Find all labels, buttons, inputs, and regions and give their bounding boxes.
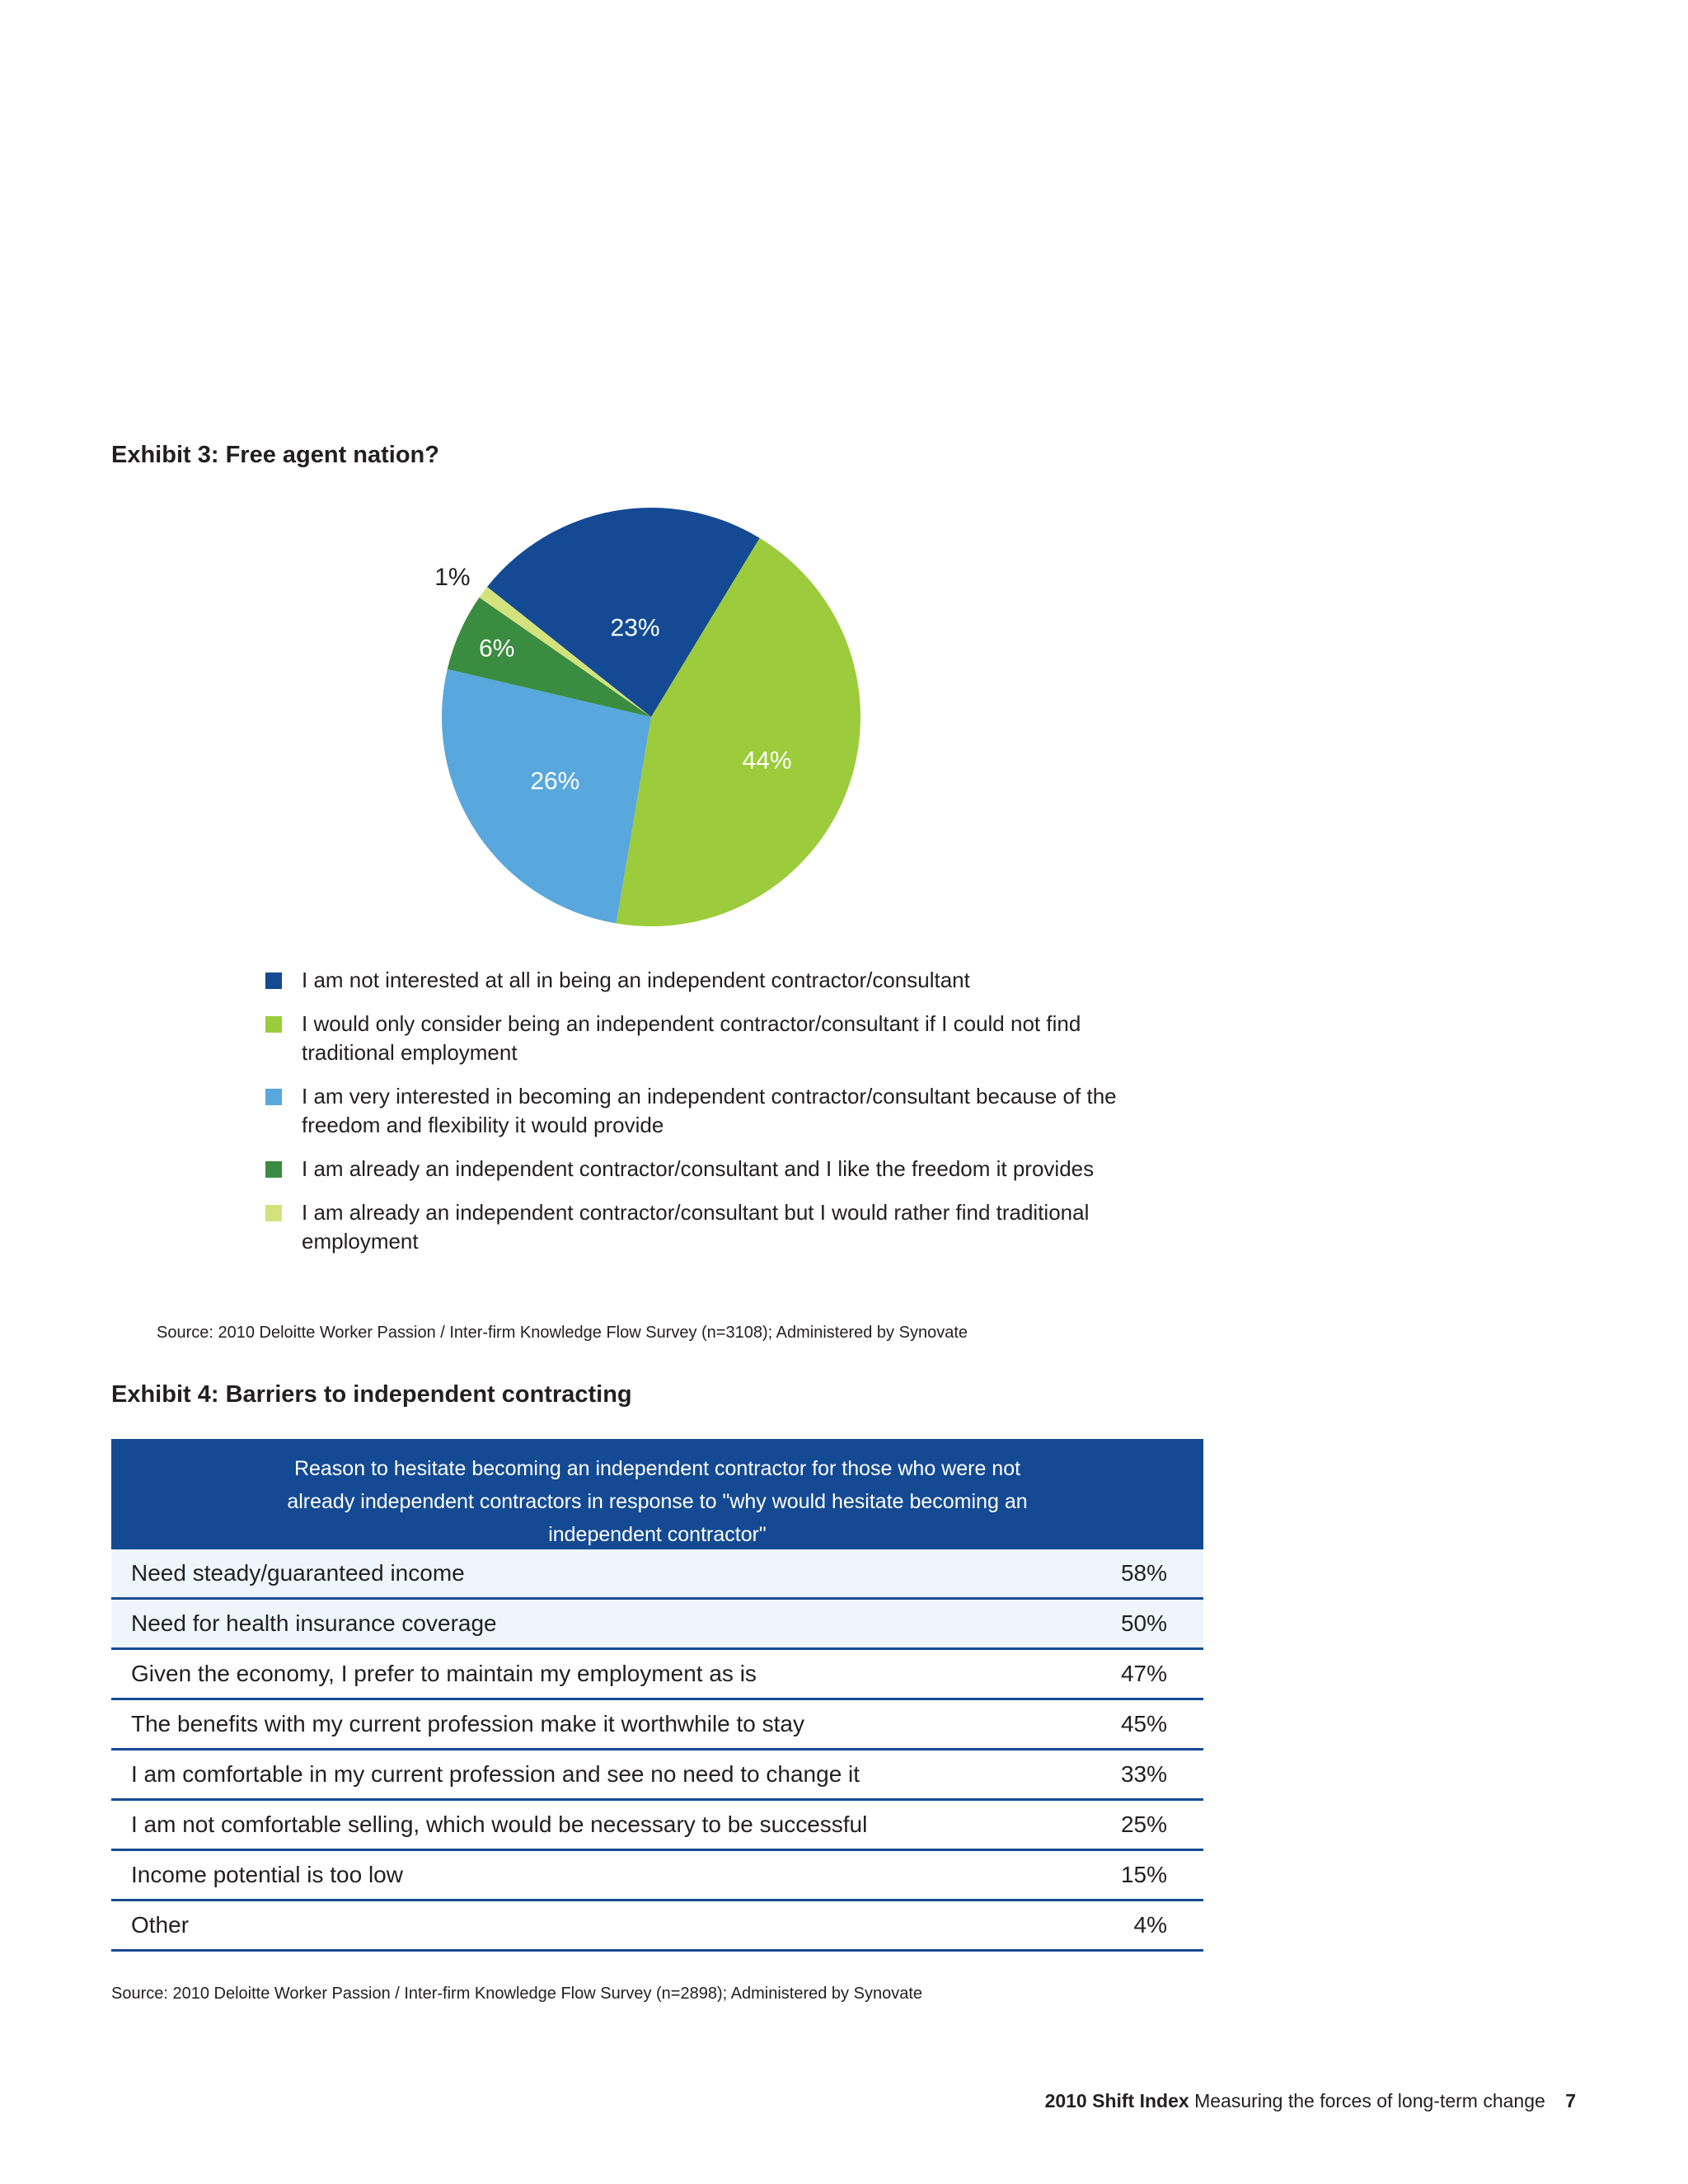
table-row xyxy=(111,1901,1203,1952)
legend-swatch xyxy=(265,1089,282,1105)
pie-data-label: 23% xyxy=(610,614,660,642)
table-row xyxy=(111,1650,1203,1700)
row-reason: I am not comfortable selling, which would be necessary to be successful xyxy=(131,1811,868,1837)
legend-swatch xyxy=(265,1161,282,1178)
legend-label: I am very interested in becoming an independent contractor/consultant because of the freedom and flexibility it would provide xyxy=(302,1084,1117,1137)
legend-swatch xyxy=(265,1205,282,1221)
row-percent: 47% xyxy=(1120,1661,1167,1686)
table-row xyxy=(111,1600,1203,1650)
row-reason: Given the economy, I prefer to maintain my employment as is xyxy=(131,1661,757,1686)
footer-publication: 2010 Shift Index xyxy=(1044,2090,1189,2111)
legend-label: I am already an independent contractor/consultant and I like the freedom it provides xyxy=(302,1156,1095,1181)
legend-label: I am not interested at all in being an independent contractor/consultant xyxy=(302,968,970,992)
legend-item xyxy=(265,1155,1139,1183)
table-row xyxy=(111,1549,1203,1600)
table-row xyxy=(111,1750,1203,1801)
legend-label: I am already an independent contractor/consultant but I would rather find traditional employment xyxy=(302,1200,1090,1254)
row-reason: Income potential is too low xyxy=(131,1862,403,1887)
legend-item xyxy=(265,1082,1139,1140)
page-footer xyxy=(1045,2090,1576,2112)
legend-item xyxy=(265,966,1139,995)
row-percent: 50% xyxy=(1120,1610,1167,1636)
pie-chart-svg xyxy=(429,494,874,940)
barriers-table xyxy=(111,1439,1203,1952)
pie-data-label: 1% xyxy=(434,564,471,592)
row-reason: Other xyxy=(131,1912,190,1938)
exhibit-4-source: Source: 2010 Deloitte Worker Passion / Inter-firm Knowledge Flow Survey (n=2898); Administered by Synovate xyxy=(111,1985,922,2003)
row-percent: 58% xyxy=(1120,1560,1167,1586)
legend-item xyxy=(265,1010,1139,1067)
table-row xyxy=(111,1851,1203,1901)
legend-label: I would only consider being an independent contractor/consultant if I could not find traditional employment xyxy=(302,1011,1081,1065)
row-reason: Need for health insurance coverage xyxy=(131,1610,497,1636)
legend-item xyxy=(265,1198,1139,1256)
row-reason: I am comfortable in my current profession and see no need to change it xyxy=(131,1761,860,1787)
pie-chart xyxy=(429,494,874,940)
table-header: Reason to hesitate becoming an independent contractor for those who were not already independent contractors in response to "why would hesitate becoming an independent contractor" xyxy=(111,1439,1203,1549)
legend-swatch xyxy=(265,1016,282,1033)
pie-legend xyxy=(265,966,1139,1271)
pie-data-label: 6% xyxy=(479,635,515,663)
page-number: 7 xyxy=(1565,2090,1576,2111)
row-percent: 33% xyxy=(1120,1761,1167,1787)
table-row xyxy=(111,1700,1203,1750)
exhibit-3-source: Source: 2010 Deloitte Worker Passion / Inter-firm Knowledge Flow Survey (n=3108); Administered by Synovate xyxy=(157,1324,968,1342)
table-row xyxy=(111,1801,1203,1851)
footer-tagline: Measuring the forces of long-term change xyxy=(1194,2090,1545,2111)
row-percent: 15% xyxy=(1120,1862,1167,1887)
legend-swatch xyxy=(265,972,282,989)
pie-data-label: 44% xyxy=(742,747,792,775)
exhibit-4-title: Exhibit 4: Barriers to independent contracting xyxy=(111,1381,632,1408)
row-reason: Need steady/guaranteed income xyxy=(131,1560,465,1586)
pie-data-label: 26% xyxy=(530,767,580,795)
row-percent: 25% xyxy=(1120,1811,1167,1837)
row-percent: 45% xyxy=(1120,1711,1167,1736)
row-reason: The benefits with my current profession make it worthwhile to stay xyxy=(131,1711,805,1736)
exhibit-3-title: Exhibit 3: Free agent nation? xyxy=(111,442,439,468)
row-percent: 4% xyxy=(1133,1912,1167,1938)
